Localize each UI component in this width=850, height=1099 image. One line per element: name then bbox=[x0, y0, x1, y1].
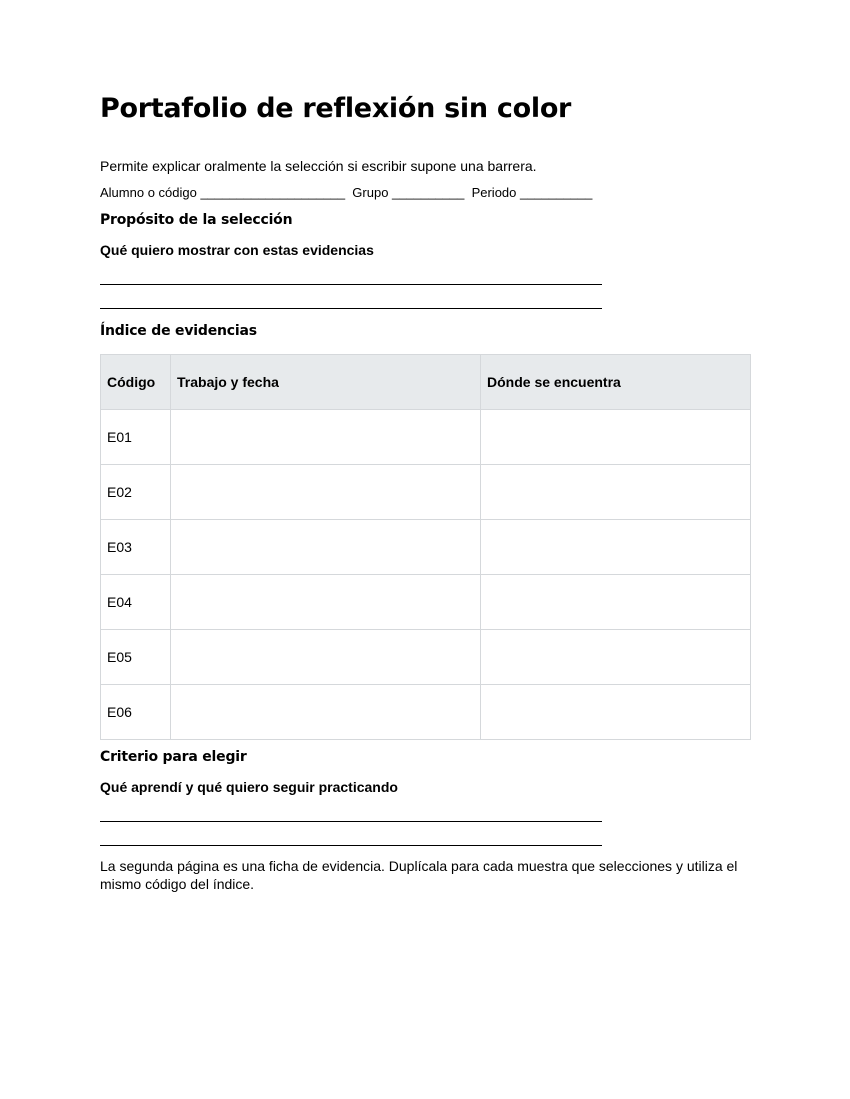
row-location-cell[interactable] bbox=[481, 465, 751, 520]
column-header-code: Código bbox=[101, 355, 171, 410]
column-header-work: Trabajo y fecha bbox=[171, 355, 481, 410]
purpose-answer-line-2 bbox=[100, 308, 602, 309]
row-work-cell[interactable] bbox=[171, 630, 481, 685]
row-location-cell[interactable] bbox=[481, 575, 751, 630]
student-field: Alumno o código ____________________ bbox=[100, 185, 346, 200]
row-code: E04 bbox=[101, 575, 171, 630]
intro-text: Permite explicar oralmente la selección si escribir supone una barrera. bbox=[100, 158, 537, 174]
row-location-cell[interactable] bbox=[481, 410, 751, 465]
table-row bbox=[101, 575, 751, 630]
evidence-index-table bbox=[100, 354, 751, 740]
table-row bbox=[101, 410, 751, 465]
row-code: E02 bbox=[101, 465, 171, 520]
purpose-heading: Propósito de la selección bbox=[100, 212, 293, 228]
purpose-question: Qué quiero mostrar con estas evidencias bbox=[100, 242, 374, 258]
table-row bbox=[101, 630, 751, 685]
group-field: Grupo __________ bbox=[352, 185, 465, 200]
table-row bbox=[101, 465, 751, 520]
row-code: E06 bbox=[101, 685, 171, 740]
criterion-heading: Criterio para elegir bbox=[100, 749, 247, 765]
row-work-cell[interactable] bbox=[171, 520, 481, 575]
row-code: E03 bbox=[101, 520, 171, 575]
page-title: Portafolio de reflexión sin color bbox=[100, 93, 572, 124]
row-work-cell[interactable] bbox=[171, 465, 481, 520]
period-field: Periodo __________ bbox=[471, 185, 593, 200]
row-code: E01 bbox=[101, 410, 171, 465]
row-location-cell[interactable] bbox=[481, 520, 751, 575]
table-row bbox=[101, 520, 751, 575]
table-header-row bbox=[101, 355, 751, 410]
footer-note: La segunda página es una ficha de evidencia. Duplícala para cada muestra que selecciones y utiliza el mismo código del índice. bbox=[100, 858, 738, 892]
row-location-cell[interactable] bbox=[481, 630, 751, 685]
purpose-answer-line-1 bbox=[100, 284, 602, 285]
row-work-cell[interactable] bbox=[171, 575, 481, 630]
column-header-location: Dónde se encuentra bbox=[481, 355, 751, 410]
criterion-question: Qué aprendí y qué quiero seguir practicando bbox=[100, 779, 398, 795]
student-fields-row bbox=[100, 184, 592, 202]
row-work-cell[interactable] bbox=[171, 410, 481, 465]
row-work-cell[interactable] bbox=[171, 685, 481, 740]
table-row bbox=[101, 685, 751, 740]
row-location-cell[interactable] bbox=[481, 685, 751, 740]
index-heading: Índice de evidencias bbox=[100, 323, 257, 339]
criterion-answer-line-2 bbox=[100, 845, 602, 846]
criterion-answer-line-1 bbox=[100, 821, 602, 822]
row-code: E05 bbox=[101, 630, 171, 685]
